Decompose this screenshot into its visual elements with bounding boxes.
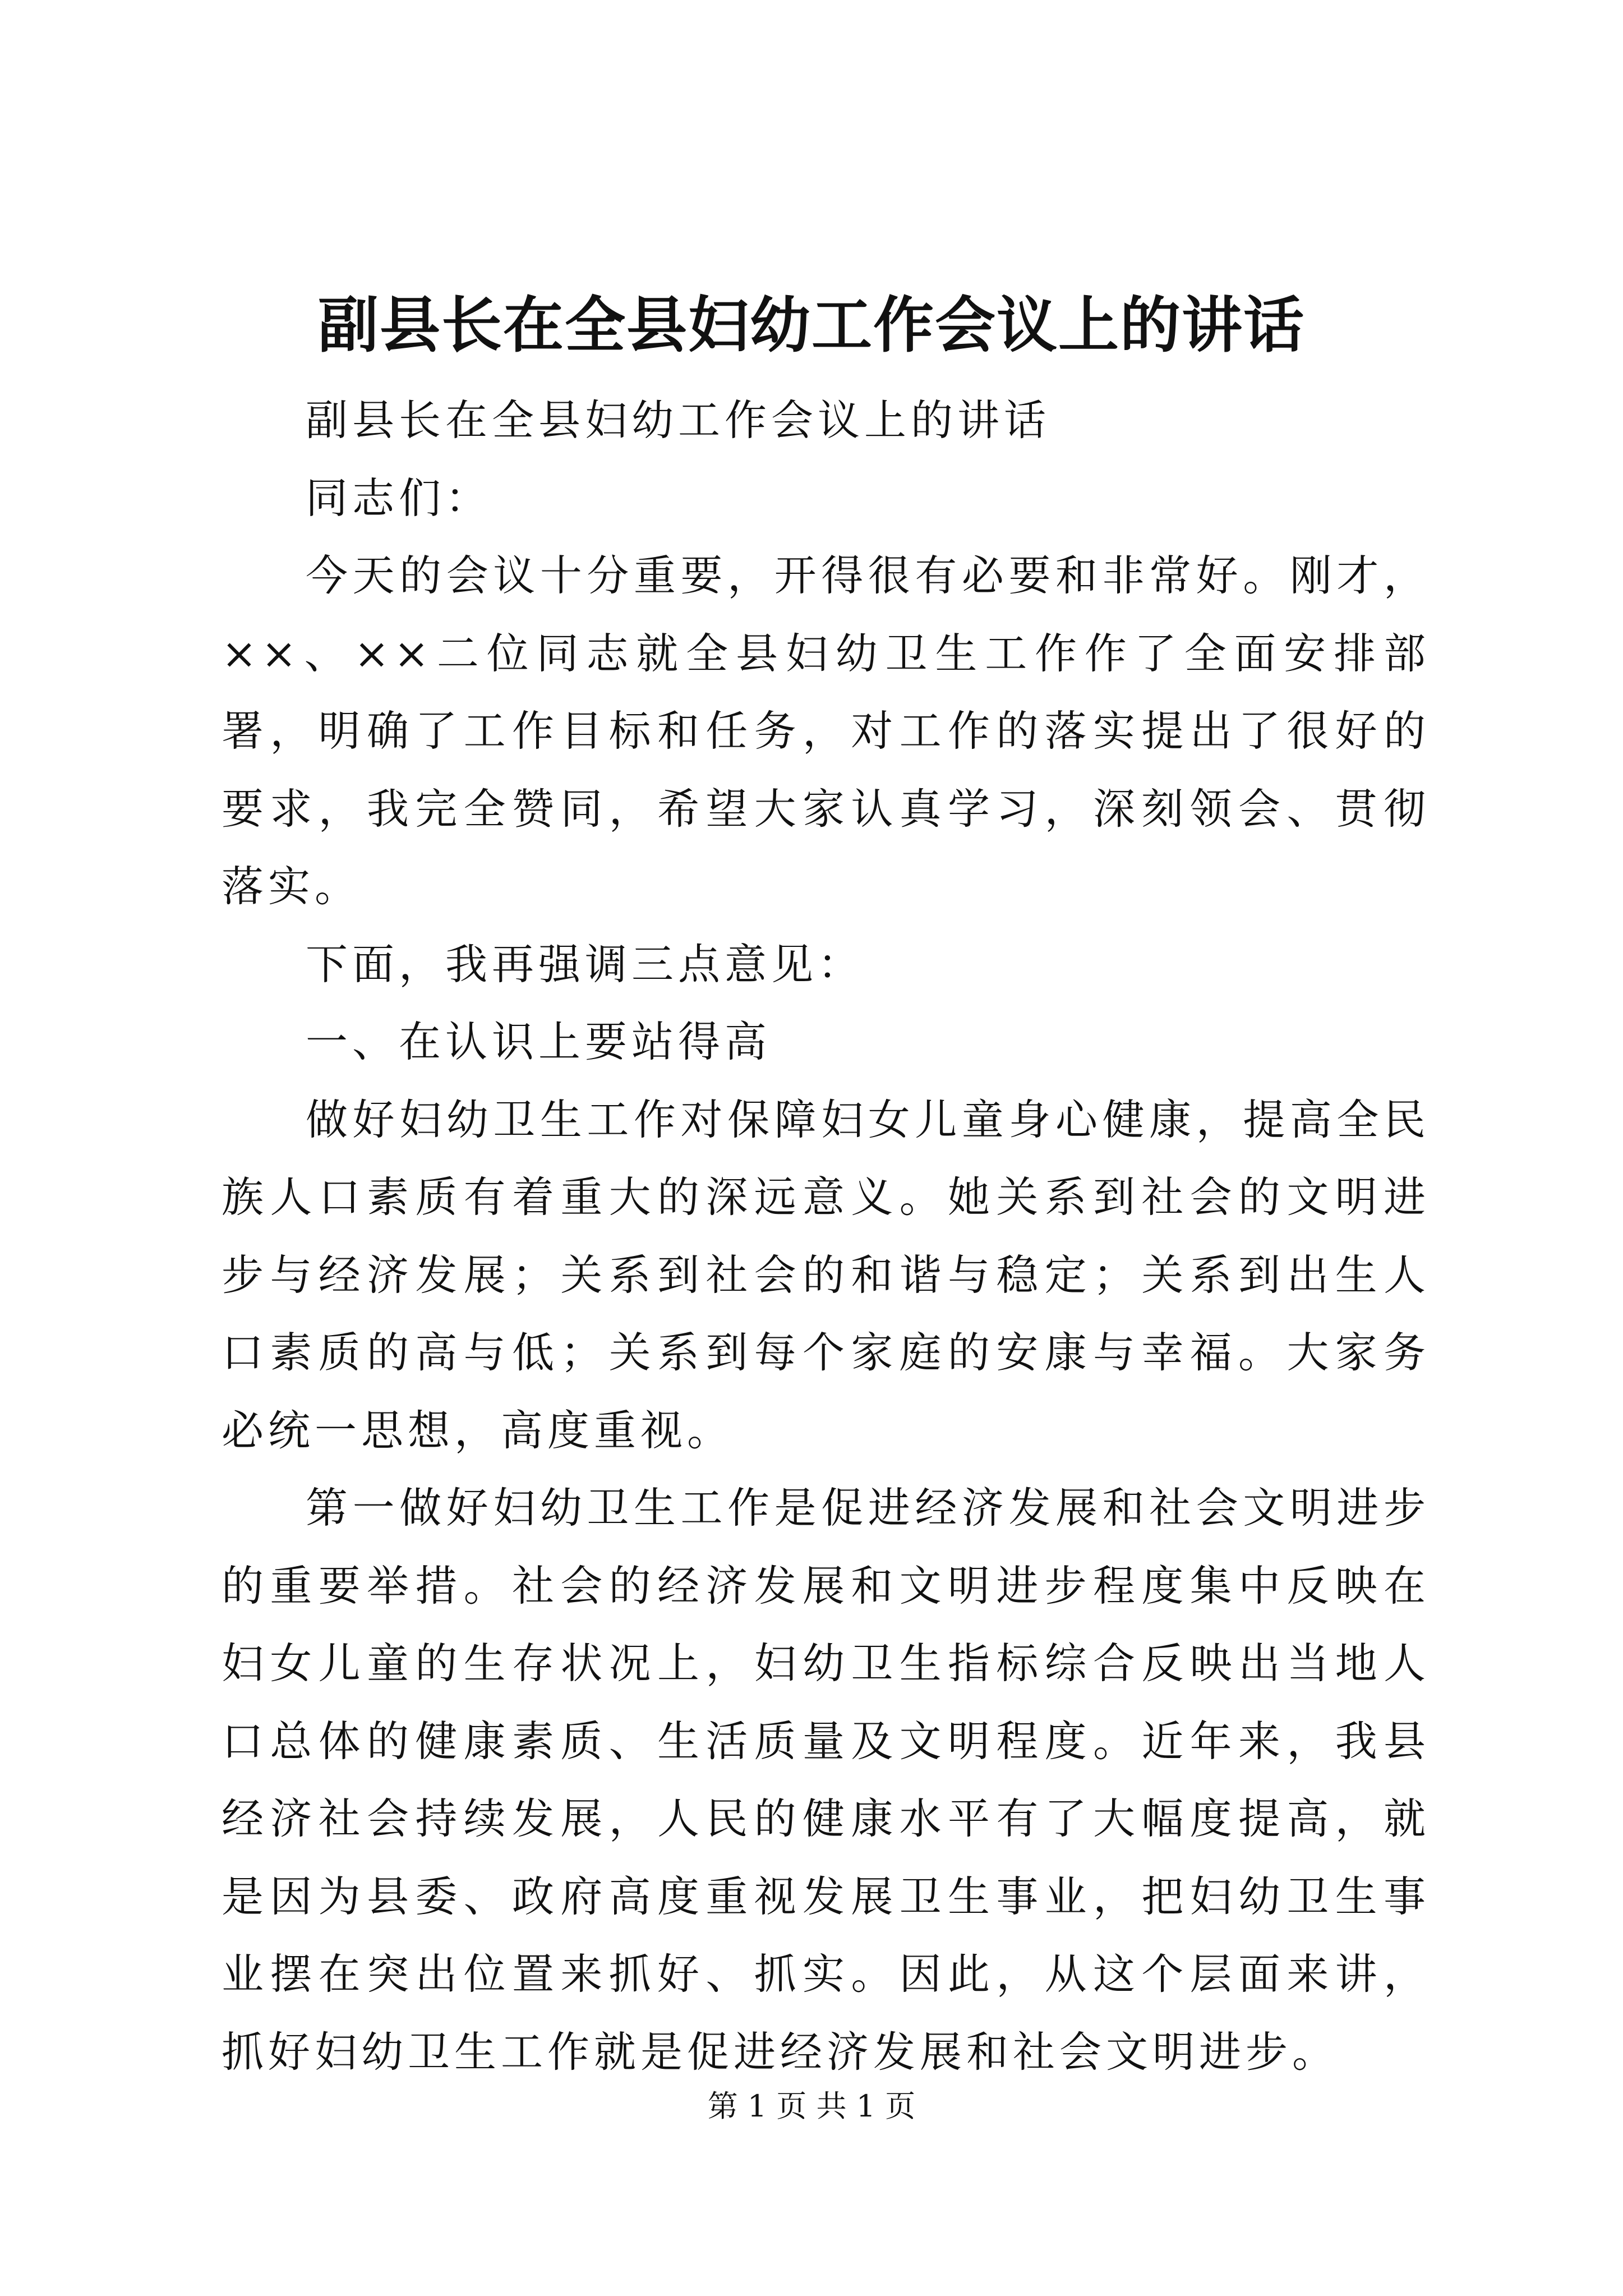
page-footer: 第 1 页 共 1 页 xyxy=(707,2088,916,2124)
document-body xyxy=(222,381,1430,2091)
paragraph-significance: 做好妇幼卫生工作对保障妇女儿童身心健康，提高全民族人口素质有着重大的深远意义。她关系到社会的文明进步与经济发展；关系到社会的和谐与稳定；关系到出生人口素质的高与低；关系到每个家庭的安康与幸福。大家务必统一思想，高度重视。 xyxy=(222,1094,1430,1455)
paragraph-first-point: 第一做好妇幼卫生工作是促进经济发展和社会文明进步的重要举措。社会的经济发展和文明进步程度集中反映在妇女儿童的生存状况上，妇幼卫生指标综合反映出当地人口总体的健康素质、生活质量及文明程度。近年来，我县经济社会持续发展，人民的健康水平有了大幅度提高，就是因为县委、政府高度重视发展卫生事业，把妇幼卫生事业摆在突出位置来抓好、抓实。因此，从这个层面来讲，抓好妇幼卫生工作就是促进经济发展和社会文明进步。 xyxy=(222,1483,1430,2077)
paragraph-salutation: 同志们： xyxy=(306,473,492,523)
paragraph-opening: 今天的会议十分重要，开得很有必要和非常好。刚才，××、××二位同志就全县妇幼卫生工作作了全面安排部署，明确了工作目标和任务，对工作的落实提出了很好的要求，我完全赞同，希望大家认真学习，深刻领会、贯彻落实。 xyxy=(222,551,1430,911)
paragraph-subtitle: 副县长在全县妇幼工作会议上的讲话 xyxy=(306,395,1051,445)
paragraph-intro-points: 下面，我再强调三点意见： xyxy=(306,939,865,989)
document-title: 副县长在全县妇幼工作会议上的讲话 xyxy=(317,290,1305,361)
section-heading-1: 一、在认识上要站得高 xyxy=(306,1017,772,1066)
